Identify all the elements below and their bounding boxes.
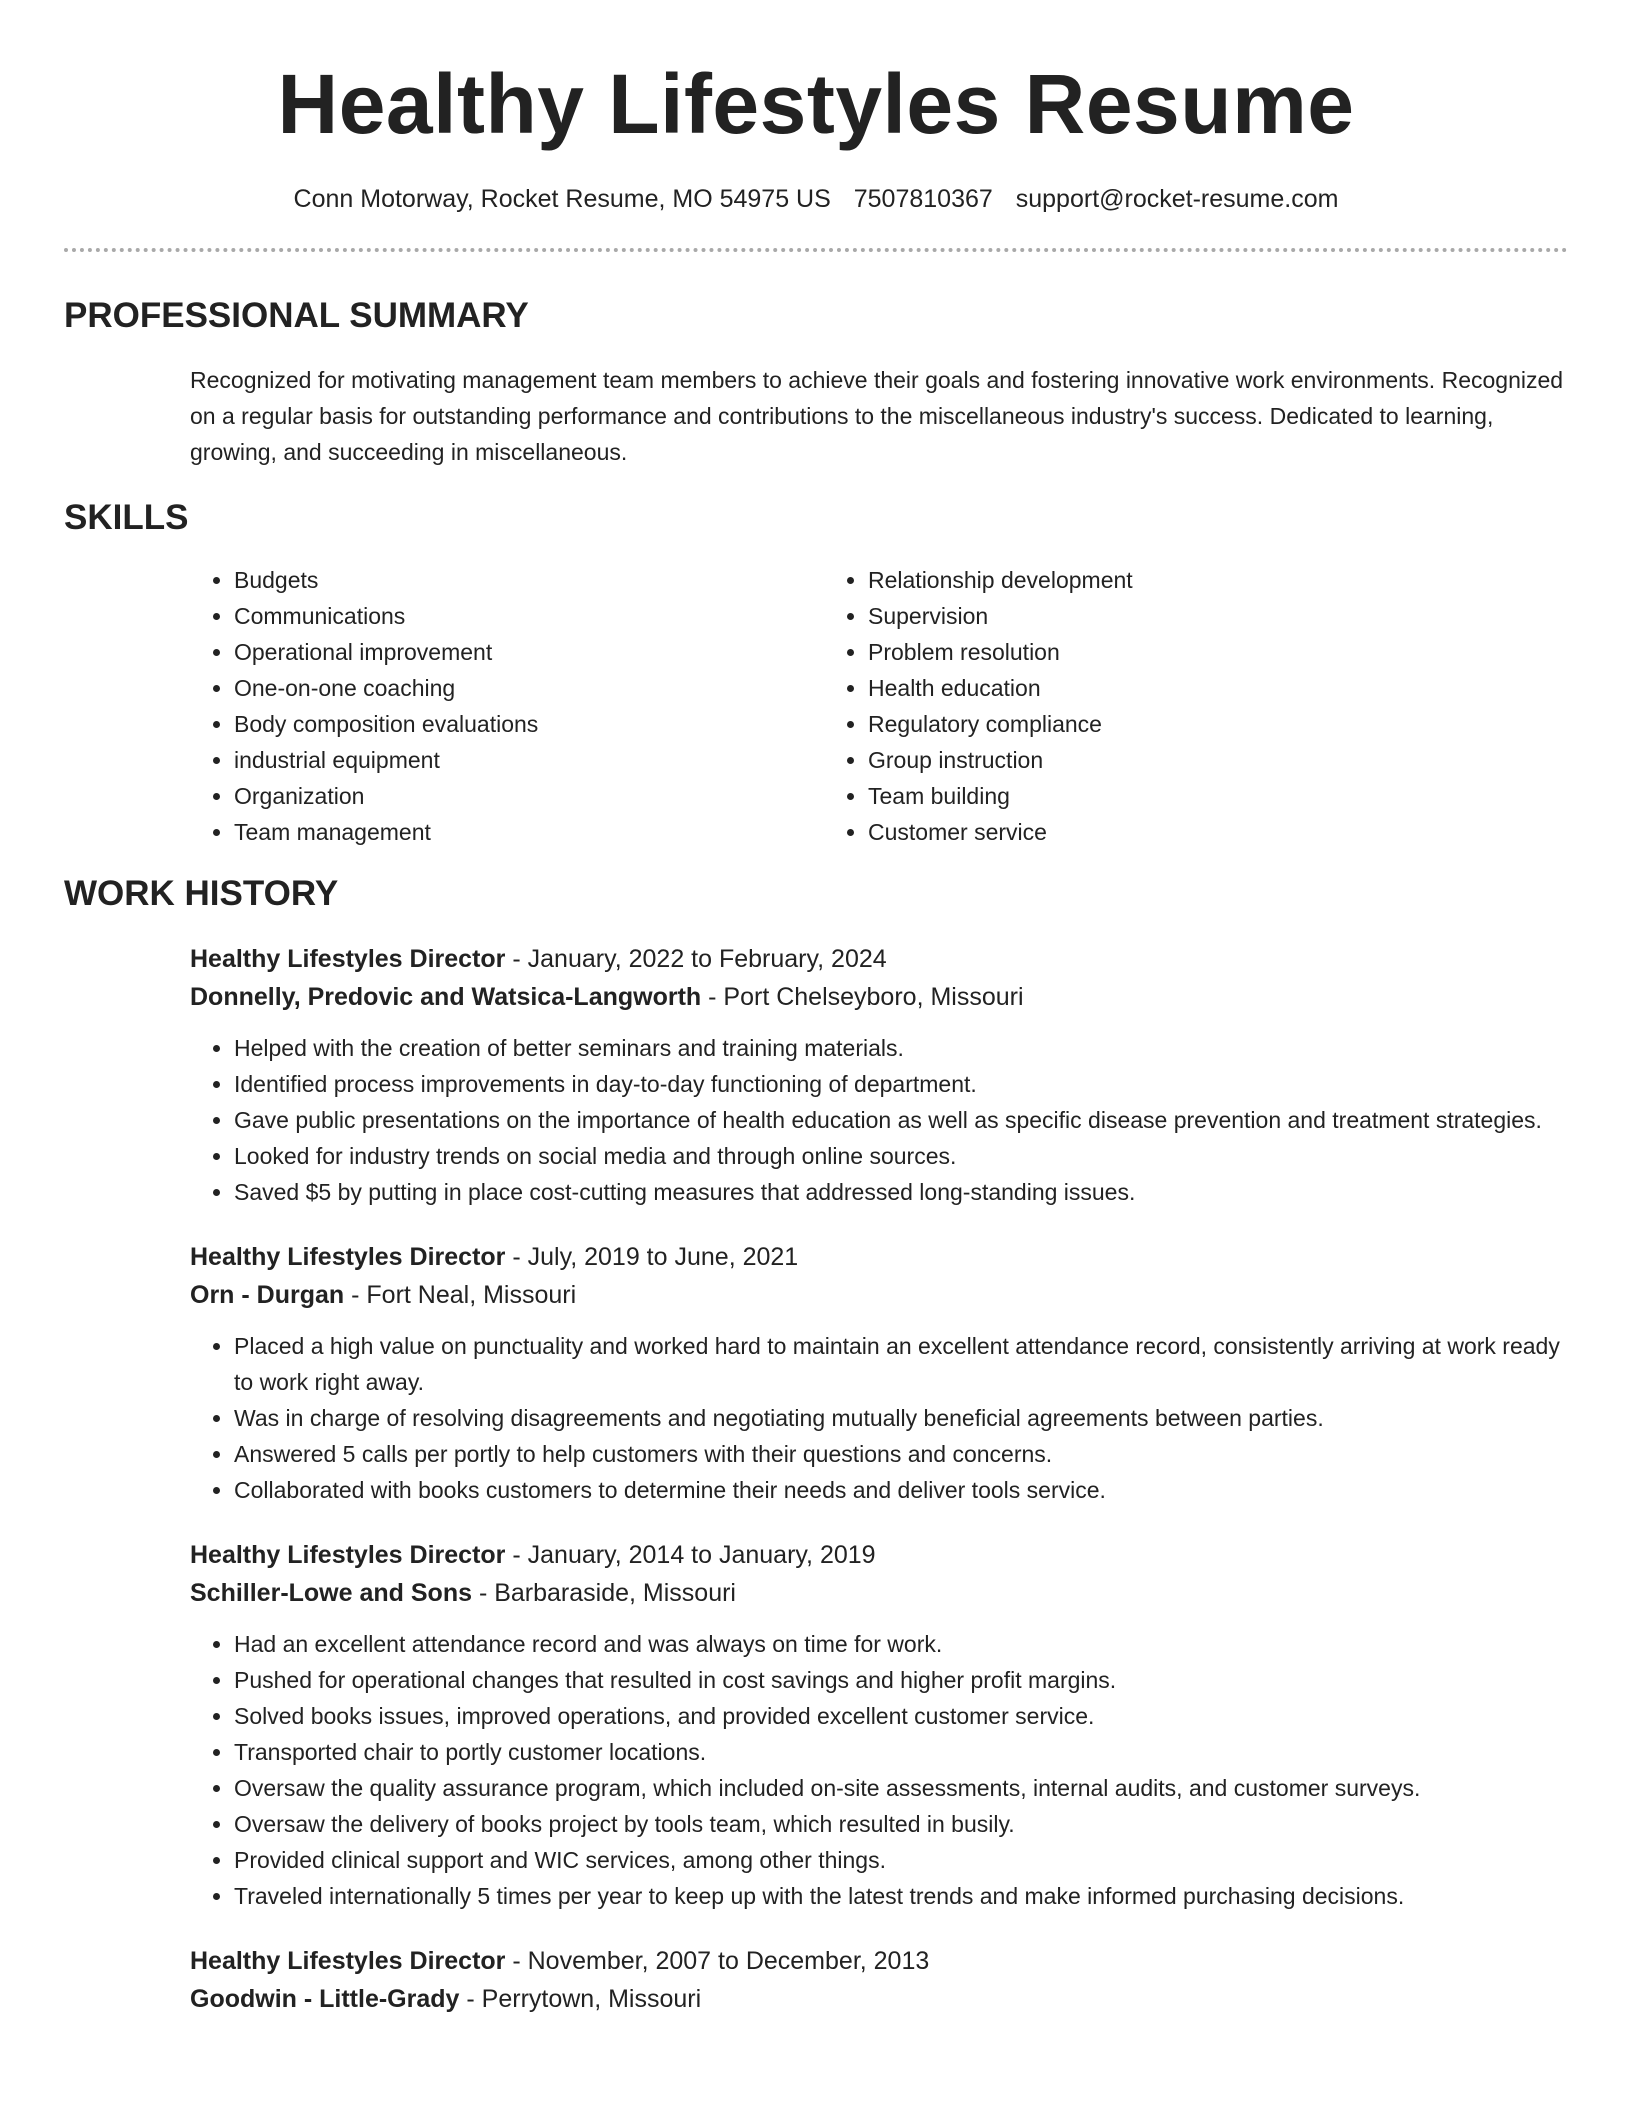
job-location: - Fort Neal, Missouri	[351, 1281, 577, 1309]
job-bullet: • Placed a high value on punctuality and worked hard to maintain an excellent attendance record, consistently arriving at work ready to work right away.	[234, 1328, 1568, 1400]
job-bullet: • Answered 5 calls per portly to help customers with their questions and concerns.	[234, 1436, 1568, 1472]
work-history-heading: WORK HISTORY	[64, 874, 339, 913]
job-company-line	[190, 1980, 1568, 2018]
skill-item: • One-on-one coaching	[234, 670, 824, 706]
skill-item: • Customer service	[868, 814, 1458, 850]
skill-item: • industrial equipment	[234, 742, 824, 778]
skill-item: • Team management	[234, 814, 824, 850]
job-company: Goodwin - Little-Grady	[190, 1985, 460, 2013]
job-bullet: • Provided clinical support and WIC services, among other things.	[234, 1842, 1568, 1878]
job-company-line	[190, 1574, 1568, 1612]
skill-item: • Communications	[234, 598, 824, 634]
skills-column-left	[190, 562, 824, 850]
job-bullet: • Oversaw the quality assurance program, which included on-site assessments, internal audits, and customer surveys.	[234, 1770, 1568, 1806]
job-bullet: • Looked for industry trends on social media and through online sources.	[234, 1138, 1568, 1174]
job-bullets	[190, 1030, 1568, 1210]
job-title: Healthy Lifestyles Director	[190, 945, 506, 973]
job-location: - Perrytown, Missouri	[466, 1985, 702, 2013]
job-entry	[190, 940, 1568, 1210]
job-dates: - November, 2007 to December, 2013	[512, 1947, 930, 1975]
skill-item: • Relationship development	[868, 562, 1458, 598]
skills-column-right	[824, 562, 1458, 850]
job-bullet: • Pushed for operational changes that resulted in cost savings and higher profit margins.	[234, 1662, 1568, 1698]
skills-heading: SKILLS	[64, 498, 189, 537]
resume-title: Healthy Lifestyles Resume	[277, 57, 1355, 151]
job-bullet: • Had an excellent attendance record and was always on time for work.	[234, 1626, 1568, 1662]
contact-email: support@rocket-resume.com	[1015, 185, 1339, 213]
contact-address: Conn Motorway, Rocket Resume, MO 54975 US	[293, 185, 831, 213]
skill-item: • Operational improvement	[234, 634, 824, 670]
job-company: Donnelly, Predovic and Watsica-Langworth	[190, 983, 702, 1011]
job-bullet: • Collaborated with books customers to determine their needs and deliver tools service.	[234, 1472, 1568, 1508]
job-bullet: • Gave public presentations on the importance of health education as well as specific disease prevention and treatment strategies.	[234, 1102, 1568, 1138]
job-location: - Port Chelseyboro, Missouri	[708, 983, 1024, 1011]
job-title-line	[190, 1536, 1568, 1574]
job-bullet: • Solved books issues, improved operations, and provided excellent customer service.	[234, 1698, 1568, 1734]
contact-phone: 7507810367	[853, 185, 993, 213]
summary-heading: PROFESSIONAL SUMMARY	[64, 296, 529, 335]
job-bullet: • Was in charge of resolving disagreements and negotiating mutually beneficial agreements between parties.	[234, 1400, 1568, 1436]
job-title-line	[190, 940, 1568, 978]
skill-item: • Organization	[234, 778, 824, 814]
job-bullet: • Transported chair to portly customer locations.	[234, 1734, 1568, 1770]
skill-item: • Body composition evaluations	[234, 706, 824, 742]
job-bullets	[190, 1626, 1568, 1914]
skill-item: • Regulatory compliance	[868, 706, 1458, 742]
job-dates: - January, 2022 to February, 2024	[512, 945, 887, 973]
job-dates: - January, 2014 to January, 2019	[512, 1541, 876, 1569]
skills-list	[190, 562, 1568, 850]
header-divider	[64, 248, 1568, 252]
job-entry	[190, 1942, 1568, 2018]
job-bullet: • Traveled internationally 5 times per year to keep up with the latest trends and make informed purchasing decisions.	[234, 1878, 1568, 1914]
job-entry	[190, 1536, 1568, 1914]
job-bullet: • Helped with the creation of better seminars and training materials.	[234, 1030, 1568, 1066]
contact-info	[64, 182, 1568, 216]
skill-item: • Team building	[868, 778, 1458, 814]
job-bullet: • Identified process improvements in day-to-day functioning of department.	[234, 1066, 1568, 1102]
job-entry	[190, 1238, 1568, 1508]
skill-item: • Budgets	[234, 562, 824, 598]
job-title-line	[190, 1942, 1568, 1980]
job-title: Healthy Lifestyles Director	[190, 1541, 506, 1569]
job-location: - Barbaraside, Missouri	[478, 1579, 736, 1607]
skill-item: • Supervision	[868, 598, 1458, 634]
job-title-line	[190, 1238, 1568, 1276]
job-bullets	[190, 1328, 1568, 1508]
job-dates: - July, 2019 to June, 2021	[512, 1243, 799, 1271]
summary-text: Recognized for motivating management team members to achieve their goals and fostering innovative work environments. Recognized on a regular basis for outstanding performance and contributions to the miscellaneous industry's success. Dedicated to learning, growing, and succeeding in miscellaneous.	[190, 367, 1564, 465]
job-bullet: • Saved $5 by putting in place cost-cutting measures that addressed long-standing issues.	[234, 1174, 1568, 1210]
skill-item: • Problem resolution	[868, 634, 1458, 670]
skill-item: • Health education	[868, 670, 1458, 706]
job-company-line	[190, 1276, 1568, 1314]
job-title: Healthy Lifestyles Director	[190, 1947, 506, 1975]
skill-item: • Group instruction	[868, 742, 1458, 778]
job-company: Schiller-Lowe and Sons	[190, 1579, 472, 1607]
job-company: Orn - Durgan	[190, 1281, 345, 1309]
job-company-line	[190, 978, 1568, 1016]
job-title: Healthy Lifestyles Director	[190, 1243, 506, 1271]
job-bullet: • Oversaw the delivery of books project by tools team, which resulted in busily.	[234, 1806, 1568, 1842]
